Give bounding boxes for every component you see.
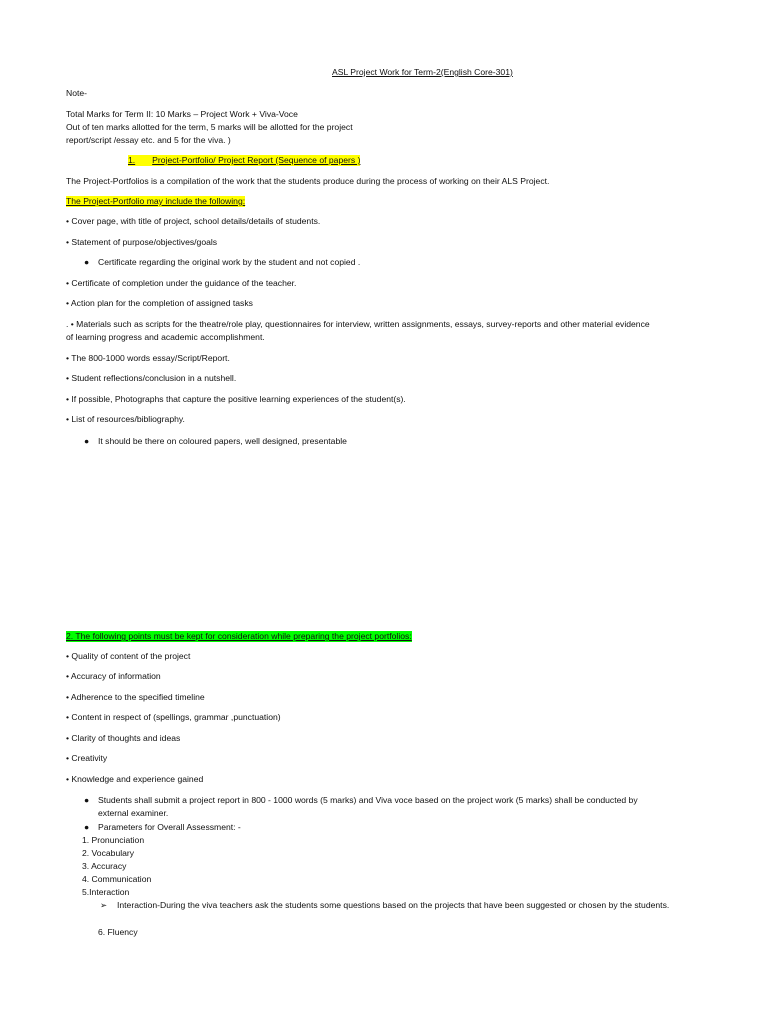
point-item: • Knowledge and experience gained [66,774,204,784]
sub-item-coloured: It should be there on coloured papers, well designed, presentable [98,436,347,446]
param-item: 1. Pronunciation [82,835,145,845]
list-item: . • Materials such as scripts for the theatre/role play, questionnaires for interview, written assignments, essays, survey-reports and other material evidence [66,319,650,329]
list-item: • Statement of purpose/objectives/goals [66,237,218,247]
section1-heading [128,155,360,166]
point-item: • Clarity of thoughts and ideas [66,733,181,743]
section1-title: Project-Portfolio/ Project Report (Sequence of papers ) [152,155,361,165]
note-label: Note- [66,88,88,98]
submit-line-2: external examiner. [98,808,169,818]
section1-number: 1. [128,155,136,165]
marks-line-3: report/script /essay etc. and 5 for the viva. ) [66,135,231,145]
param-item: 5.Interaction [82,887,130,897]
param-item: 4. Communication [82,874,152,884]
sub-bullet-icon: ● [84,822,90,832]
list-item: • List of resources/bibliography. [66,414,185,424]
list-item: • Cover page, with title of project, school details/details of students. [66,216,321,226]
marks-line-1: Total Marks for Term II: 10 Marks – Project Work + Viva-Voce [66,109,298,119]
include-heading: The Project-Portfolio may include the following: [66,196,246,206]
sub-item-certificate: Certificate regarding the original work by the student and not copied . [98,257,361,267]
list-item: • Action plan for the completion of assigned tasks [66,298,253,308]
param-item: 2. Vocabulary [82,848,135,858]
params-line: Parameters for Overall Assessment: - [98,822,241,832]
sub-bullet-icon: ● [84,257,90,267]
portfolio-intro: The Project-Portfolios is a compilation of the work that the students produce during the process of working on their ALS Project. [66,176,550,186]
sub-bullet-icon: ● [84,436,90,446]
point-item: • Adherence to the specified timeline [66,692,205,702]
fluency-item: 6. Fluency [98,927,138,937]
section2-heading: 2. The following points must be kept for consideration while preparing the project portfolios: [66,631,412,641]
list-item: • The 800-1000 words essay/Script/Report. [66,353,230,363]
list-item: • Student reflections/conclusion in a nutshell. [66,373,237,383]
interaction-note: Interaction-During the viva teachers ask the students some questions based on the projects that have been suggested or chosen by the students. [117,900,670,910]
param-item: 3. Accuracy [82,861,127,871]
list-item-continuation: of learning progress and academic accomplishment. [66,332,265,342]
point-item: • Content in respect of (spellings, grammar ,punctuation) [66,712,281,722]
arrow-bullet-icon: ➢ [100,900,108,910]
point-item: • Creativity [66,753,108,763]
doc-title: ASL Project Work for Term-2(English Core-301) [332,67,513,77]
list-item: • If possible, Photographs that capture the positive learning experiences of the student(s). [66,394,406,404]
marks-line-2: Out of ten marks allotted for the term, 5 marks will be allotted for the project [66,122,353,132]
sub-bullet-icon: ● [84,795,90,805]
point-item: • Accuracy of information [66,671,161,681]
submit-line-1: Students shall submit a project report in 800 - 1000 words (5 marks) and Viva voce based on the project work (5 marks) shall be conducted by [98,795,638,805]
list-item: • Certificate of completion under the guidance of the teacher. [66,278,297,288]
point-item: • Quality of content of the project [66,651,191,661]
